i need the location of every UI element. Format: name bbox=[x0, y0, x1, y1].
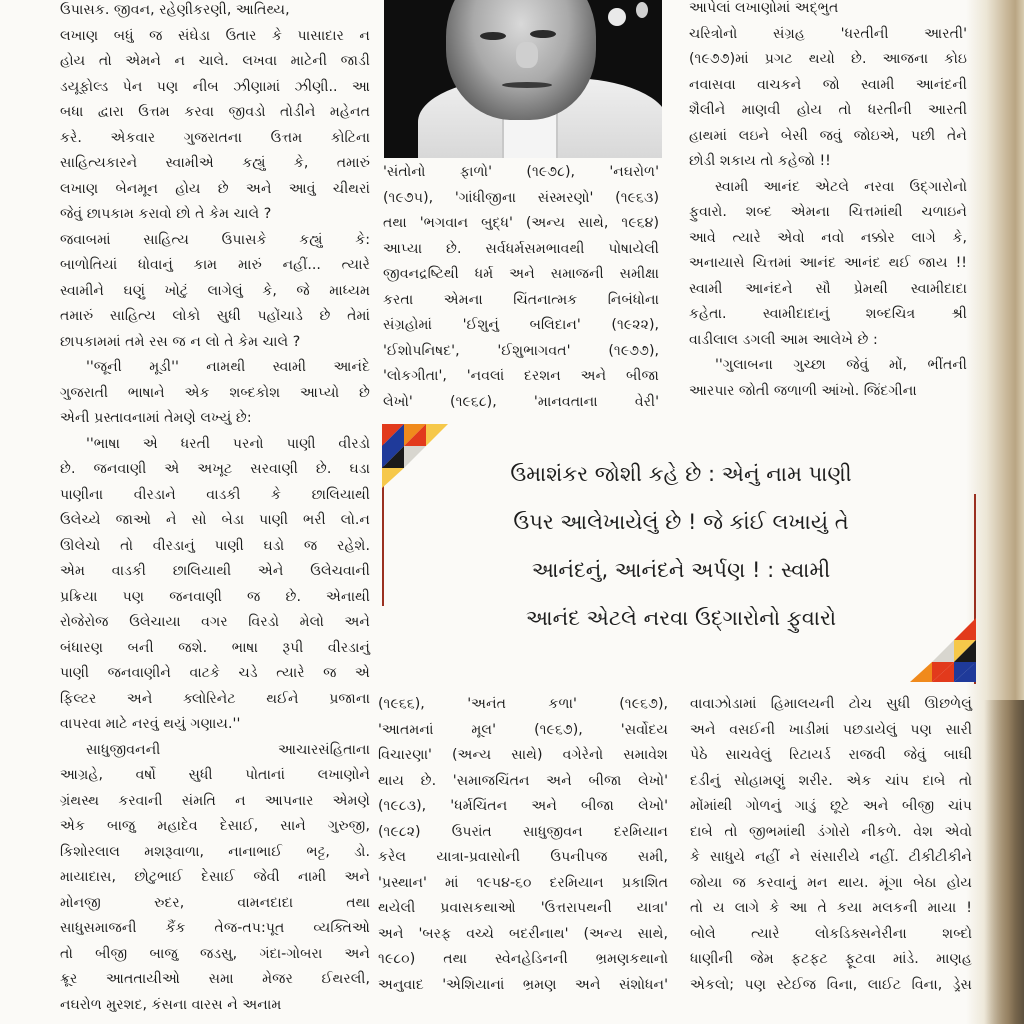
portrait-nose bbox=[516, 42, 538, 68]
pull-quote-line: ઉમાશંકર જોશી કહે છે : એનું નામ પાણી bbox=[510, 462, 852, 486]
text-line: સ્વામીને ઘણું ખોટું લાગેલું કે, જે માધ્યમ bbox=[60, 282, 370, 299]
pull-quote-line: આનંદનું, આનંદને અર્પણ ! : સ્વામી bbox=[531, 558, 831, 582]
right-column-bottom bbox=[690, 692, 972, 998]
text-line: અનુવાદ 'એશિયાનાં ભ્રમણ અને સંશોધન' bbox=[378, 976, 668, 993]
pull-quote-line: આનંદ એટલે નરવા ઉદ્ગારોનો ફુવારો bbox=[525, 606, 837, 630]
text-line: સાધુજીવનની આચારસંહિતાના bbox=[86, 741, 370, 758]
text-line: વાવાઝોડામાં હિમાલયની ટોચ સુધી ઊછળેલું bbox=[690, 696, 972, 712]
text-line: વિચારણા' (અન્ય સાથે) વગેરેનો સમાવેશ bbox=[378, 747, 668, 763]
text-line: થયેલી પ્રવાસકથાઓ 'ઉત્તરાપથની યાત્રા' bbox=[378, 900, 668, 916]
text-line: સાહિત્યકારને સ્વામીએ કહ્યું કે, તમારું bbox=[60, 155, 370, 171]
text-line: (૧૯૬૬), 'અનંત કળા' (૧૯૬૭), bbox=[378, 696, 668, 712]
text-line: છોડી શકાય તો કહેજો !! bbox=[689, 153, 831, 169]
text-line: ધાણીની જેમ ફટફટ ફૂટવા માંડે. માણહ bbox=[690, 951, 972, 967]
text-line: ઊલેચો તો વીરડાનું પાણી ઘડો જ રહેશે. bbox=[60, 537, 370, 554]
background-light bbox=[636, 2, 648, 18]
portrait-photo bbox=[384, 0, 662, 158]
text-line: 'આતમનાં મૂલ' (૧૯૬૭), 'સર્વોદય bbox=[378, 721, 668, 738]
tri-piece bbox=[932, 640, 954, 662]
text-line: નઘરોળ મુરશદ, કંસના વારસ ને અનામ bbox=[60, 996, 282, 1013]
text-line: દાબે તો જીભમાંથી ડંગોરો નીકળે. વેશ એવો bbox=[690, 823, 972, 840]
text-line: હાથમાં લઇને બેસી જવું જોઇએ, પછી તેને bbox=[689, 127, 967, 144]
text-line: ઉપાસક. જીવન, રહેણીકરણી, આતિથ્ય, bbox=[60, 2, 290, 18]
text-line: (૧૯૭૫), 'ગાંધીજીના સંસ્મરણો' (૧૯૬૩) bbox=[383, 189, 659, 206]
text-line: ફુવારો. શબ્દ એમના ચિત્તમાંથી ચળાઇને bbox=[689, 204, 967, 220]
middle-column-top bbox=[383, 160, 659, 415]
text-line: આપેલાં લખાણોમાં અદ્ભુત bbox=[689, 0, 839, 16]
portrait-eye bbox=[480, 32, 506, 40]
text-line: છે. જનવાણી એ અખૂટ સરવાણી છે. ઘડા bbox=[60, 461, 370, 477]
text-line: સ્વામી આનંદને સૌ પ્રેમથી સ્વામીદાદા bbox=[689, 280, 967, 297]
text-line: રોજેરોજ ઉલેચાયા વગર વિરડો મેલો અને bbox=[60, 614, 370, 630]
portrait-mouth bbox=[502, 82, 552, 88]
text-line: સ્વામી આનંદ એટલે નરવા ઉદ્ગારોનો bbox=[715, 178, 967, 195]
text-line: ''જૂની મૂડી'' નામથી સ્વામી આનંદે bbox=[86, 359, 370, 375]
text-line: કરેલ યાત્રા-પ્રવાસોની ઉપનીપજ સમી, bbox=[378, 849, 668, 865]
text-line: માયાદાસ, છોટુભાઈ દેસાઈ જેવી નામી અને bbox=[60, 869, 370, 885]
text-line: પેઠે સાચવેલું રિટાયર્ડ રાજવી જેવું બાઘી bbox=[690, 747, 972, 763]
text-line: લખાણ બધું જ સંઘેડા ઉતાર કે પાસાદાર ન bbox=[60, 27, 370, 44]
text-line: એક બાજુ મહાદેવ દેસાઈ, સાને ગુરુજી, bbox=[60, 818, 370, 834]
text-line: ''ગુલાબના ગુચ્છા જેવું મોં, ભીંતની bbox=[715, 357, 967, 373]
text-line: એકલો; પણ સ્ટેઈજ વિના, લાઈટ વિના, ડ્રેસ bbox=[690, 976, 972, 993]
pull-quote-line: ઉપર આલેખાયેલું છે ! જે કાંઈ લખાયું તે bbox=[513, 510, 849, 534]
text-line: બાળોતિયાં ધોવાનું કામ મારું નહીં... ત્યારે bbox=[60, 257, 370, 273]
text-line: ૧૯૮૦) તથા સ્વેનહેડિનની ભ્રમણકથાનો bbox=[378, 951, 668, 967]
text-line: બોલે ત્યારે લોકડિક્સનેરીના શબ્દો bbox=[690, 925, 972, 942]
text-line: પાણી જનવાણીને વાટકે ચડે ત્યારે જ એ bbox=[60, 665, 370, 681]
text-line: છાપકામમાં તમે રસ જ ન લો તે કેમ ચાલે ? bbox=[60, 333, 301, 350]
text-line: તથા 'ભગવાન બુદ્ધ' (અન્ય સાથે, ૧૯૬૪) bbox=[383, 215, 659, 231]
text-line: મોનજી રુદર, વામનદાદા તથા bbox=[60, 894, 370, 911]
text-line: પ્રક્રિયા પણ જનવાણી જ છે. એનાથી bbox=[60, 588, 370, 605]
text-line: થાય છે. 'સમાજચિંતન અને બીજા લેખો' bbox=[378, 772, 668, 789]
text-line: સાધુસમાજની કૈંક તેજ-તપ:પૂત વ્યક્તિઓ bbox=[60, 920, 370, 936]
text-line: એની પ્રસ્તાવનામાં તેમણે લખ્યું છે: bbox=[60, 410, 252, 426]
text-line: તમારું સાહિત્ય લોકો સુધી પહોંચાડે છે તેમાં bbox=[60, 308, 370, 324]
text-line: (૧૯૭૭)માં પ્રગટ થયો છે. આજના કોઇ bbox=[689, 51, 967, 67]
tri-piece bbox=[954, 618, 976, 640]
text-line: કરતા એમના ચિંતનાત્મક નિબંધોના bbox=[383, 291, 659, 308]
middle-column-bottom bbox=[378, 692, 668, 998]
text-line: આવે ત્યારે એવો નવો નક્કોર લાગે કે, bbox=[689, 229, 967, 246]
text-line: આગ્રહે, વર્ષો સુધી પોતાનાં લખાણોને bbox=[60, 767, 370, 783]
text-line: કરે. એકવાર ગુજરાતના ઉત્તમ કોટિના bbox=[60, 129, 370, 146]
text-line: હોય તો એમને ન ચાલે. લખવા માટેની જાડી bbox=[60, 53, 370, 69]
text-line: લેખો' (૧૯૬૮), 'માનવતાના વેરી' bbox=[383, 393, 659, 410]
page-binding-shadow bbox=[984, 700, 1024, 1024]
text-line: બધા દ્વારા ઉત્તમ કરવા જીવડો તોડીને મહેનત bbox=[60, 104, 370, 120]
text-line: ''ભાષા એ ધરતી પરનો પાણી વીરડો bbox=[86, 435, 370, 452]
text-line: નવાસવા વાચકને જો સ્વામી આનંદની bbox=[689, 76, 967, 93]
pull-quote-box bbox=[382, 424, 976, 676]
text-line: એમ વાડકી છાલિયાથી એને ઉલેચવાની bbox=[60, 563, 370, 579]
text-line: તો બીજી બાજુ જડસુ, ગંદા-ગોબરા અને bbox=[60, 945, 370, 962]
text-line: અને વસઈની ખાડીમાં પછડાયેલું પણ સારી bbox=[690, 721, 972, 738]
text-line: ક્રૂર આતતાયીઓ સમા મેજર ઈથરલી, bbox=[60, 971, 370, 987]
text-line: તો ય લાગે કે આ તે કયા મલકની માયા ! bbox=[690, 900, 972, 916]
text-line: જીવનદ્રષ્ટિથી ધર્મ અને સમાજની સમીક્ષા bbox=[383, 266, 659, 282]
text-line: ગુજરાતી ભાષાને એક શબ્દકોશ આપ્યો છે bbox=[60, 384, 370, 401]
text-line: (૧૯૮૩), 'ધર્મચિંતન અને બીજા લેખો' bbox=[378, 798, 668, 814]
text-line: જોયા જ કરવાનું મન થાય. મૂંગા બેઠા હોય bbox=[690, 874, 972, 891]
text-line: ગ્રંથસ્થ કરવાની સંમતિ ન આપનાર એમણે bbox=[60, 792, 370, 809]
text-line: 'ઈશોપનિષદ', 'ઈશુભાગવત' (૧૯૭૭), bbox=[383, 342, 659, 359]
tri-piece bbox=[382, 468, 404, 488]
text-line: વાડીલાલ ડગલી આમ આલેખે છે : bbox=[689, 331, 878, 348]
left-column bbox=[60, 0, 370, 1018]
text-line: આપ્યા છે. સર્વધર્મસમભાવથી પોષાયેલી bbox=[383, 240, 659, 257]
text-line: ફિલ્ટર અને ક્લોરિનેટ થઈને પ્રજાના bbox=[60, 690, 370, 707]
pull-quote-text bbox=[416, 450, 946, 642]
text-line: પાણીના વીરડાને વાડકી કે છાલિયાથી bbox=[60, 486, 370, 503]
text-line: જેવું છાપકામ કરાવો છો તે કેમ ચાલે ? bbox=[60, 206, 272, 222]
text-line: ઉલેચ્યે જાઓ ને સો બેડા પાણી ભરી લો.ન bbox=[60, 512, 370, 528]
text-line: કહેતા. સ્વામીદાદાનું શબ્દચિત્ર શ્રી bbox=[689, 306, 967, 322]
text-line: કિશોરલાલ મશરૂવાળા, નાનાભાઈ ભટ્ટ, ડો. bbox=[60, 843, 370, 860]
text-line: જવાબમાં સાહિત્ય ઉપાસકે કહ્યું કે: bbox=[60, 231, 370, 248]
text-line: 'સંતોનો ફાળો' (૧૯૭૮), 'નઘરોળ' bbox=[383, 164, 659, 180]
text-line: ડયૂફોલ્ડ પેન પણ નીબ ઝીણામાં ઝીણી.. આ bbox=[60, 78, 370, 95]
tri-piece bbox=[910, 662, 932, 682]
text-line: 'પ્રસ્થાન' માં ૧૯૫૪-૬૦ દરમિયાન પ્રકાશિત bbox=[378, 874, 668, 891]
text-line: ચરિત્રોનો સંગ્રહ 'ધરતીની આરતી' bbox=[689, 25, 967, 42]
tri-piece bbox=[426, 424, 448, 446]
text-line: કે સાધુયે નહીં ને સંસારીયે નહીં. ટીકીટીકીને bbox=[690, 849, 972, 865]
text-line: શૈલીને માણવી હોય તો ધરતીની આરતી bbox=[689, 102, 967, 118]
text-line: દડીનું સોહામણું શરીર. એક ચાંપ દાબે તો bbox=[690, 772, 972, 789]
text-line: અનાયાસે ચિત્તમાં આનંદ આનંદ થઈ જાય !! bbox=[689, 255, 967, 271]
portrait-eye bbox=[530, 30, 556, 38]
text-line: આરપાર જોતી જળાળી આંખો. જિંદગીના bbox=[689, 382, 917, 399]
text-line: સંગ્રહોમાં 'ઈશુનું બલિદાન' (૧૯૨૨), bbox=[383, 317, 659, 333]
text-line: (૧૯૮૨) ઉપરાંત સાધુજીવન દરમિયાન bbox=[378, 823, 668, 840]
text-line: 'લોકગીતા', 'નવલાં દરશન અને બીજા bbox=[383, 368, 659, 384]
background-light bbox=[608, 8, 626, 26]
text-line: બંધારણ બની જશે. ભાષા રૂપી વીરડાનું bbox=[60, 639, 370, 656]
text-line: વાપરવા માટે નરવું થયું ગણાય.'' bbox=[60, 716, 241, 732]
text-line: અને 'બરફ વચ્ચે બદરીનાથ' (અન્ય સાથે, bbox=[378, 925, 668, 942]
text-line: લખાણ બેનમૂન હોય છે અને આવું ચીથરાં bbox=[60, 180, 370, 197]
text-line: મોંમાંથી ગોળનું ગાડું છૂટે અને બીજી ચાંપ bbox=[690, 798, 972, 814]
right-column-top bbox=[689, 0, 967, 404]
